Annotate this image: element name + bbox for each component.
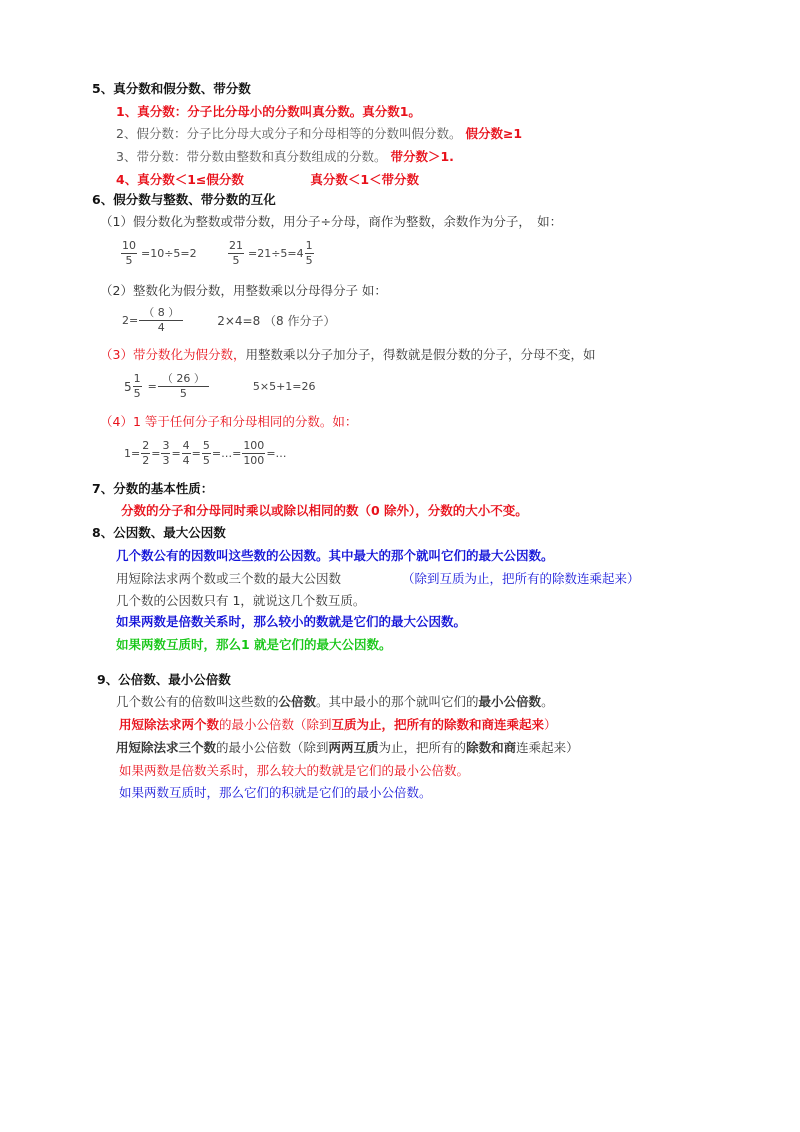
fraction: $\frac{21}{5}$ [229, 239, 243, 267]
section-6-title: 6、假分数与整数、带分数的互化 [92, 192, 276, 207]
s9-line-4: 如果两数是倍数关系时，那么较大的数就是它们的最小公倍数。 [119, 763, 470, 778]
fraction: $\frac{1}{5}$ [133, 372, 141, 400]
s9-line-2: 用短除法求两个数的最小公倍数（除到互质为止，把所有的除数和商连乘起来） [119, 717, 557, 732]
s9-line-3: 用短除法求三个数的最小公倍数（除到两两互质为止，把所有的除数和商连乘起来） [116, 740, 579, 755]
s9-line-5: 如果两数互质时，那么它们的积就是它们的最小公倍数。 [119, 785, 432, 800]
s5-line-1: 1、真分数：分子比分母小的分数叫真分数。真分数1。 [116, 104, 421, 119]
s8-line-4: 如果两数是倍数关系时，那么较小的数就是它们的最大公因数。 [116, 614, 467, 629]
fraction: $\frac{4}{4}$ [182, 439, 190, 467]
s8-line-2-text: 用短除法求两个数或三个数的最大公因数 [116, 571, 342, 586]
s6-example-2: 2= $\frac{( 8 )}{4}$ 2×4=8 （8 作分子） [122, 306, 336, 334]
section-9-title: 9、公倍数、最小公倍数 [97, 672, 231, 687]
s6-para-3 [100, 347, 595, 363]
fraction: $\frac{100}{100}$ [243, 439, 265, 467]
section-5-title: 5、真分数和假分数、带分数 [92, 81, 251, 96]
fraction: $\frac{5}{5}$ [202, 439, 210, 467]
s5-line-4b: 真分数＜1＜带分数 [310, 172, 420, 187]
s6-example-1: $\frac{10}{5}$ =10÷5=2 $\frac{21}{5}$ =21÷5=4 $\frac{1}{5}$ [122, 239, 313, 267]
fraction: $\frac{2}{2}$ [142, 439, 150, 467]
s8-line-1: 几个数公有的因数叫这些数的公因数。其中最大的那个就叫它们的最大公因数。 [116, 548, 554, 563]
fraction: $\frac{3}{3}$ [162, 439, 170, 467]
fraction: $\frac{( 8 )}{4}$ [139, 307, 183, 334]
s5-line-4 [116, 172, 419, 188]
s5-line-3-text: 3、带分数：带分数由整数和真分数组成的分数。 [116, 149, 387, 164]
s9-line-1: 几个数公有的倍数叫这些数的公倍数。其中最小的那个就叫它们的最小公倍数。 [116, 694, 554, 709]
s5-line-3 [116, 149, 454, 165]
s5-line-3-highlight: 带分数＞1. [390, 149, 454, 164]
s5-line-2-text: 2、假分数：分子比分母大或分子和分母相等的分数叫假分数。 [116, 126, 462, 141]
s6-para-4: （4）1 等于任何分子和分母相同的分数。如： [100, 414, 358, 429]
s6-para-2: （2）整数化为假分数，用整数乘以分母得分子 如： [100, 283, 387, 298]
s7-line-1: 分数的分子和分母同时乘以或除以相同的数（0 除外），分数的大小不变。 [121, 503, 528, 518]
s6-para-3-highlight: （3）带分数化为假分数， [100, 347, 246, 362]
s8-line-2-note: （除到互质为止，把所有的除数连乘起来） [402, 571, 640, 586]
section-8-title: 8、公因数、最大公因数 [92, 525, 226, 540]
s8-line-3: 几个数的公因数只有 1，就说这几个数互质。 [116, 593, 366, 608]
section-7-title: 7、分数的基本性质： [92, 481, 214, 496]
fraction: $\frac{( 26 )}{5}$ [158, 373, 209, 400]
s8-line-2 [116, 571, 640, 587]
s5-line-4a: 4、真分数＜1≤假分数 [116, 172, 244, 187]
fraction: $\frac{1}{5}$ [305, 239, 313, 267]
s5-line-2-highlight: 假分数≥1 [465, 126, 523, 141]
s8-line-5: 如果两数互质时，那么1 就是它们的最大公因数。 [116, 637, 392, 652]
s6-para-3-text: 用整数乘以分子加分子，得数就是假分数的分子，分母不变，如 [245, 347, 596, 362]
s5-line-2 [116, 126, 522, 142]
fraction: $\frac{10}{5}$ [122, 239, 136, 267]
s6-example-4: 1= $\frac{2}{2}$ = $\frac{3}{3}$ = $\frac{4}{4}$ = $\frac{5}{5}$ =…= $\frac{100}{100}$ =… [124, 439, 287, 467]
s6-example-3: 5 $\frac{1}{5}$ = $\frac{( 26 )}{5}$ 5×5+1=26 [124, 372, 316, 400]
s6-para-1: （1）假分数化为整数或带分数，用分子÷分母，商作为整数，余数作为分子， 如： [100, 214, 563, 229]
